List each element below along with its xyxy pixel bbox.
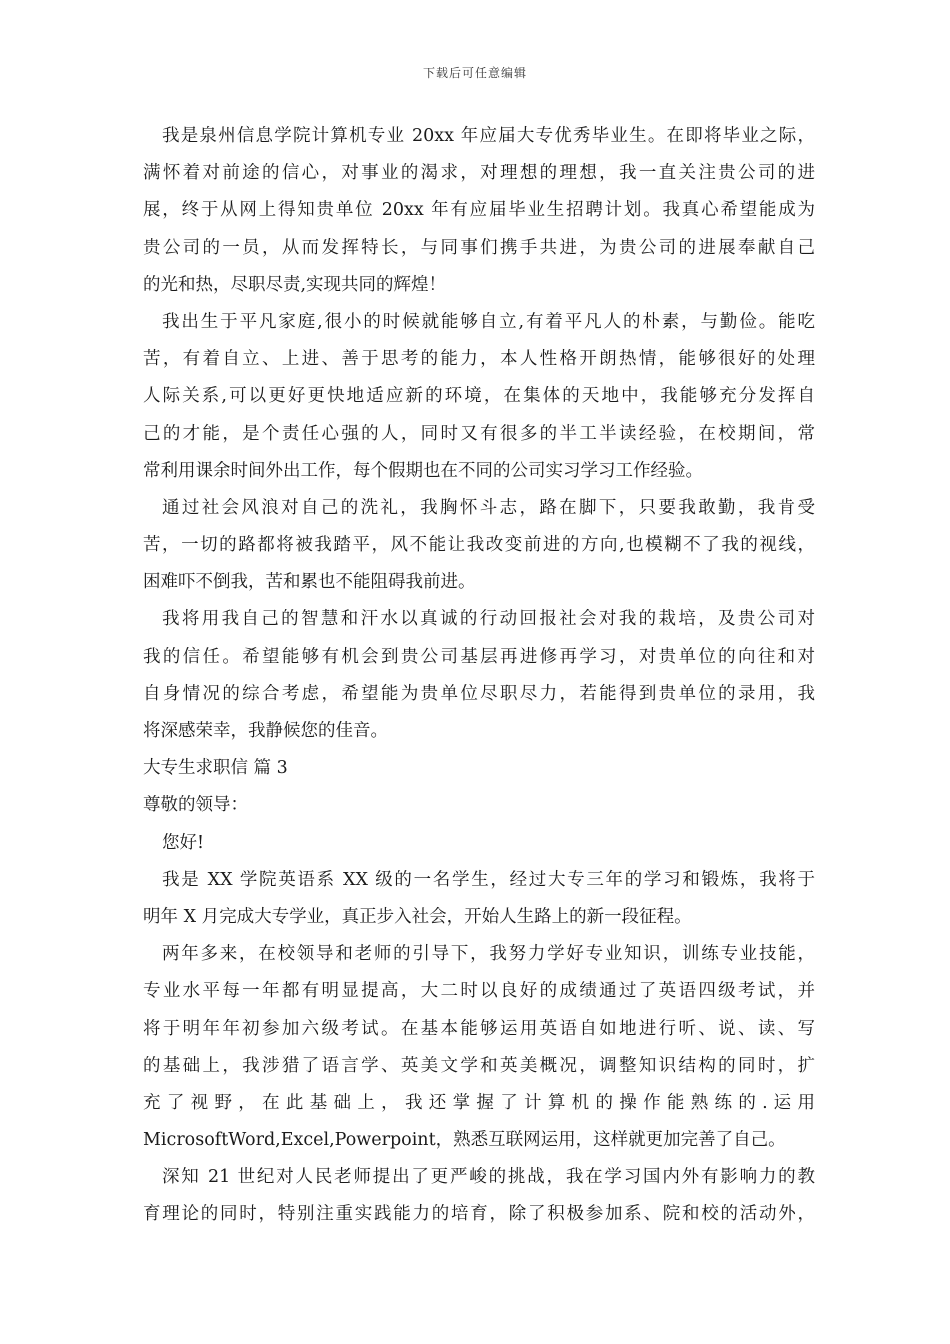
- text-line: 育理论的同时，特别注重实践能力的培育，除了积极参加系、院和校的活动外，: [143, 1204, 815, 1225]
- page-header-note: 下载后可任意编辑: [422, 66, 527, 80]
- text-line: 常利用课余时间外出工作，每个假期也在不同的公司实习学习工作经验。: [143, 460, 703, 481]
- text-line: 充 了 视 野 ， 在 此 基 础 上 ， 我 还 掌 握 了 计 算 机 的 操 作 能 熟 练 的 . 运 用: [143, 1092, 815, 1113]
- text-line: 将深感荣幸，我静候您的佳音。: [143, 721, 388, 741]
- text-line: 困难吓不倒我，苦和累也不能阻碍我前进。: [143, 572, 476, 593]
- text-line: 我将用我自己的智慧和汗水以真诚的行动回报社会对我的栽培，及贵公司对: [162, 609, 815, 630]
- text-line: 苦，一切的路都将被我踏平，风不能让我改变前进的方向,也模糊不了我的视线，: [143, 535, 815, 556]
- text-line: 专业水平每一年都有明显提高，大二时以良好的成绩通过了英语四级考试，并: [143, 981, 815, 1002]
- text-line: 我的信任。希望能够有机会到贵公司基层再进修再学习，对贵单位的向往和对: [143, 646, 815, 667]
- text-line: 大专生求职信 篇 3: [143, 758, 288, 779]
- text-line: 人际关系,可以更好更快地适应新的环境，在集体的天地中，我能够充分发挥自: [143, 386, 815, 407]
- text-line: 满怀着对前途的信心，对事业的渴求，对理想的理想，我一直关注贵公司的进: [143, 163, 815, 184]
- text-line: 通过社会风浪对自己的洗礼，我胸怀斗志，路在脚下，只要我敢勤，我肯受: [162, 497, 815, 518]
- text-line: 我是泉州信息学院计算机专业 20xx 年应届大专优秀毕业生。在即将毕业之际，: [162, 126, 815, 146]
- text-line: 苦，有着自立、上进、善于思考的能力，本人性格开朗热情，能够很好的处理: [143, 349, 815, 370]
- text-line: 将于明年年初参加六级考试。在基本能够运用英语自如地进行听、说、读、写: [143, 1018, 815, 1039]
- text-line: 己的才能，是个责任心强的人，同时又有很多的半工半读经验，在校期间，常: [143, 423, 815, 444]
- text-line: 贵公司的一员，从而发挥特长，与同事们携手共进，为贵公司的进展奉献自己: [143, 237, 815, 258]
- text-line: 深知 21 世纪对人民老师提出了更严峻的挑战，我在学习国内外有影响力的教: [162, 1167, 815, 1188]
- text-line: 您好!: [162, 832, 205, 853]
- text-line: 我出生于平凡家庭,很小的时候就能够自立,有着平凡人的朴素，与勤俭。能吃: [162, 311, 815, 332]
- text-line: 明年 X 月完成大专学业，真正步入社会，开始人生路上的新一段征程。: [143, 906, 692, 927]
- document-body: [143, 118, 815, 1234]
- text-line: 两年多来，在校领导和老师的引导下，我努力学好专业知识，训练专业技能，: [162, 944, 815, 965]
- text-line: 的光和热，尽职尽责,实现共同的辉煌！: [143, 274, 447, 295]
- text-line: 展，终于从网上得知贵单位 20xx 年有应届毕业生招聘计划。我真心希望能成为: [143, 200, 815, 221]
- text-line: 自身情况的综合考虑，希望能为贵单位尽职尽力，若能得到贵单位的录用，我: [143, 683, 815, 704]
- text-line: 我是 XX 学院英语系 XX 级的一名学生，经过大专三年的学习和锻炼，我将于: [162, 869, 815, 890]
- text-line: 尊敬的领导：: [143, 795, 248, 816]
- text-line: 的基础上，我涉猎了语言学、英美文学和英美概况，调整知识结构的同时，扩: [143, 1055, 815, 1076]
- text-line: MicrosoftWord,Excel,Powerpoint，熟悉互联网运用，这样就更加完善了自己。: [143, 1130, 786, 1151]
